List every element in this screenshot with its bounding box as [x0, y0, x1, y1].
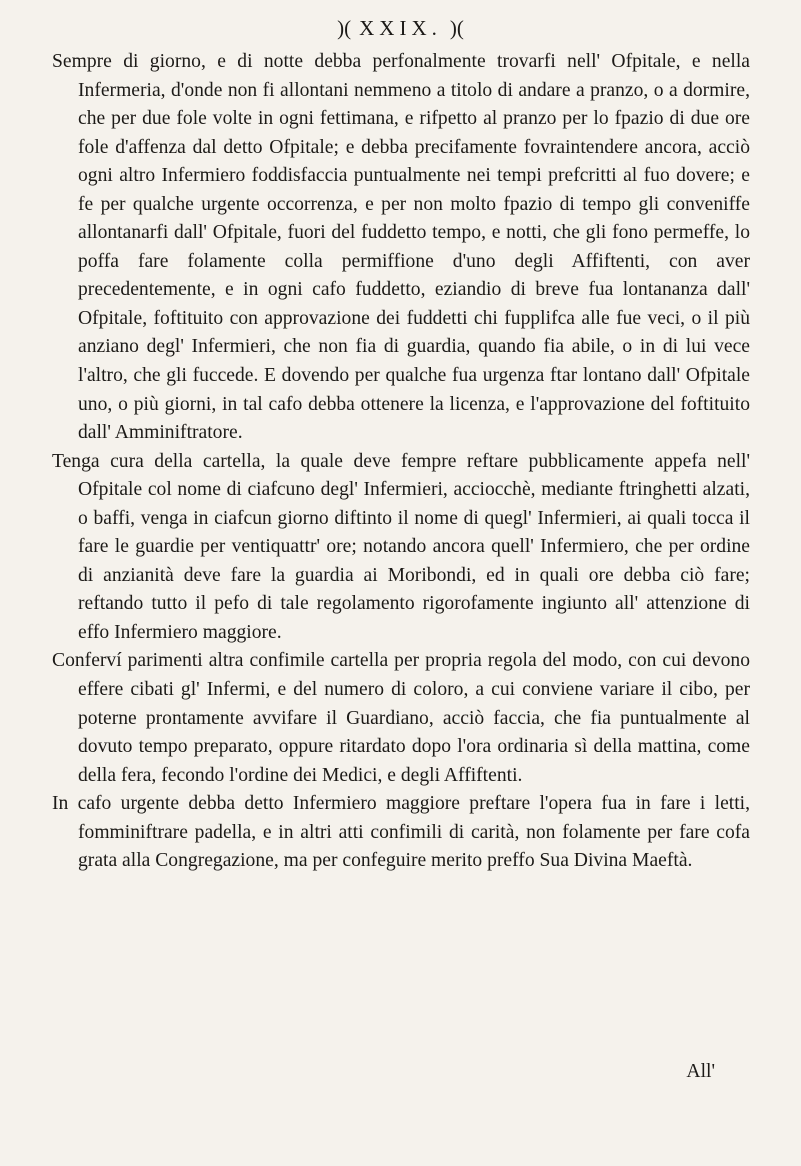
paragraph-diet-chart: Conferví parimenti altra confimile cartella per propria regola del modo, con cui devono effere cibati gl' Infermi, e del numero di coloro, a cui conviene variare il cibo, per poterne prontamente avvifare il Guardiano, acciò faccia, che fia puntualmente al dovuto tempo preparato, oppure ritardato dopo l'ora ordinaria sì della mattina, come della fera, fecondo l'ordine dei Medici, e degli Affiftenti.: [52, 650, 750, 786]
paragraph-urgent-duty: In cafo urgente debba detto Infermiero maggiore preftare l'opera fua in fare i letti, fomminiftrare padella, e in altri atti confimili di carità, non folamente per fare cofa grata alla Congregazione, ma per confeguire merito preffo Sua Divina Maeftà.: [52, 793, 750, 872]
catchword: All': [686, 1061, 715, 1082]
paragraph-guard-roster: Tenga cura della cartella, la quale deve fempre reftare pubblicamente appefa nell' Ofpitale col nome di ciafcuno degl' Infermieri, acciocchè, mediante ftringhetti alzati, o baffi, venga in ciafcun giorno diftinto il nome di quegl' Infermieri, ai quali tocca il fare le guardie per ventiquattr' ore; notando ancora quell' Infermiero, che per ordine di anzianità deve fare la guardia ai Moribondi, ed in quali ore debba ciò fare; reftando tutto il pefo di tale regolamento rigorofamente ingiunto all' attenzione di effo Infermiero maggiore.: [52, 450, 750, 643]
header-left-ornament: )(: [337, 16, 352, 40]
page-header: [0, 16, 801, 41]
page-number: XXIX.: [359, 16, 442, 40]
header-right-ornament: )(: [449, 16, 464, 40]
paragraph-presence-duty: Sempre di giorno, e di notte debba perfonalmente trovarfi nell' Ofpitale, e nella Infermeria, d'onde non fi allontani nemmeno a titolo di andare a pranzo, o a dormire, che per due fole volte in ogni fettimana, e rifpetto al pranzo per lo fpazio di due ore fole d'affenza dal detto Ofpitale; e debba precifamente fovraintendere ancora, acciò ogni altro Infermiero foddisfaccia puntualmente nei tempi prefcritti al fuo dovere; e fe per qualche urgente occorrenza, e per non molto fpazio di tempo gli conveniffe allontanarfi dall' Ofpitale, fuori del fuddetto tempo, e notti, che gli fono permeffe, lo poffa fare folamente colla permiffione d'uno degli Affiftenti, con aver precedentemente, e in ogni cafo fuddetto, eziandio di breve fua lontananza dall' Ofpitale, foftituito con approvazione dei fuddetti chi fupplifca alle fue veci, o il più anziano degl' Infermieri, che non fia di guardia, quando fia abile, o in di lui vece l'altro, che gli fuccede. E dovendo per qualche fua urgenza ftar lontano dall' Ofpitale uno, o più giorni, in tal cafo debba ottenere la licenza, e l'approvazione del foftituito dall' Amminiftratore.: [52, 51, 750, 444]
body-text: [52, 48, 750, 876]
